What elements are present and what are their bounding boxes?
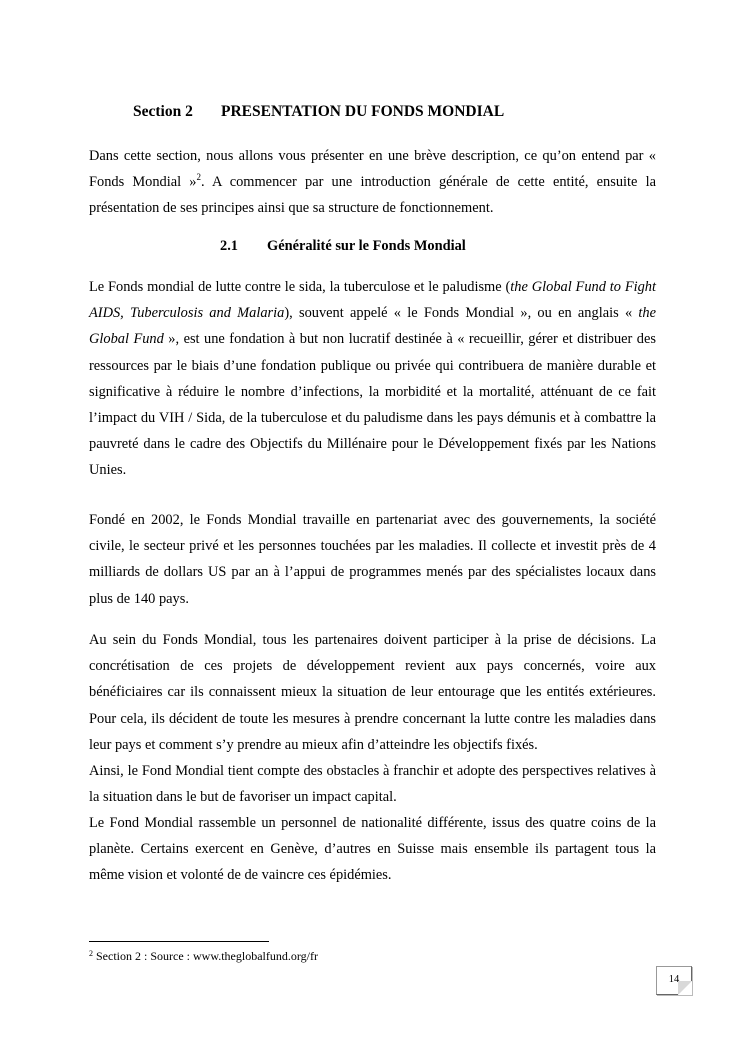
page-number-box (656, 966, 692, 995)
subsection-number: 2.1 (220, 238, 238, 254)
intro-paragraph (89, 143, 656, 222)
footnote (89, 949, 318, 964)
paragraph-founded: Fondé en 2002, le Fonds Mondial travaille en partenariat avec des gouvernements, la société civile, le secteur privé et les personnes touchées par les maladies. Il collecte et investit près de 4 milliards de dollars US par an à l’appui de programmes menés par des spécialistes locaux dans plus de 140 pays. (89, 512, 656, 607)
intro-text-start: Dans cette section, nous allons vous présenter en une brève description, ce qu’on entend par « Fonds Mondial » (89, 148, 656, 191)
section-label: Section 2 (133, 103, 193, 120)
footnote-separator (89, 941, 269, 942)
paragraph-staff: Le Fond Mondial rassemble un personnel de nationalité différente, issus des quatre coins de la planète. Certains exercent en Genève, d’autres en Suisse mais ensemble ils partagent tous la même vision et volonté de de vaincre ces épidémies. (89, 815, 656, 884)
para1-text-1: Le Fonds mondial de lutte contre le sida, la tuberculose et le paludisme ( (89, 279, 511, 295)
paragraph-partners: Au sein du Fonds Mondial, tous les partenaires doivent participer à la prise de décisions. La concrétisation de ces projets de développement revient aux pays concernés, voire aux bénéficiaires car ils connaissent mieux la situation de leur entourage que les entités extérieures. Pour cela, ils décident de toute les mesures à prendre concernant la lutte contre les maladies dans leur pays et comment s’y prendre au mieux afin d’atteindre les objectifs fixés. (89, 632, 656, 753)
subsection-heading (220, 238, 466, 255)
para1-italic-2: the Global Fund (89, 305, 656, 348)
section-heading (133, 103, 504, 121)
para1-italic-1: the Global Fund to Fight AIDS, Tuberculosis and Malaria (89, 279, 656, 322)
page-number: 14 (668, 974, 680, 985)
section-title: PRESENTATION DU FONDS MONDIAL (221, 103, 505, 120)
paragraph-obstacles: Ainsi, le Fond Mondial tient compte des obstacles à franchir et adopte des perspectives relatives à la situation dans le but de favoriser un impact capital. (89, 763, 656, 806)
para1-text-2: ), souvent appelé « le Fonds Mondial », ou en anglais « (284, 305, 639, 322)
intro-text-end: . A commencer par une introduction générale de cette entité, ensuite la présentation de ses principes ainsi que sa structure de fonctionnement. (89, 174, 656, 217)
para1-text-3: », est une fondation à but non lucratif destinée à « recueillir, gérer et distribuer des ressources par le biais d’une fondation publique ou privée qui contribuera de manière durable et significative à réduire le nombre d’infections, la morbidité et la mortalité, atténuant de ce fait l’impact du VIH / Sida, de la tuberculose et du paludisme dans les pays démunis et à combattre la pauvreté dans le cadre des Objectifs du Millénaire pour le Développement fixés par les Nations Unies. (89, 331, 656, 479)
footnote-mark: 2 (89, 949, 93, 958)
subsection-title: Généralité sur le Fonds Mondial (267, 238, 466, 254)
footnote-text: Section 2 : Source : www.theglobalfund.org/fr (93, 949, 318, 963)
footnote-reference[interactable]: 2 (196, 172, 201, 183)
paragraph-global-fund-definition (89, 274, 656, 484)
